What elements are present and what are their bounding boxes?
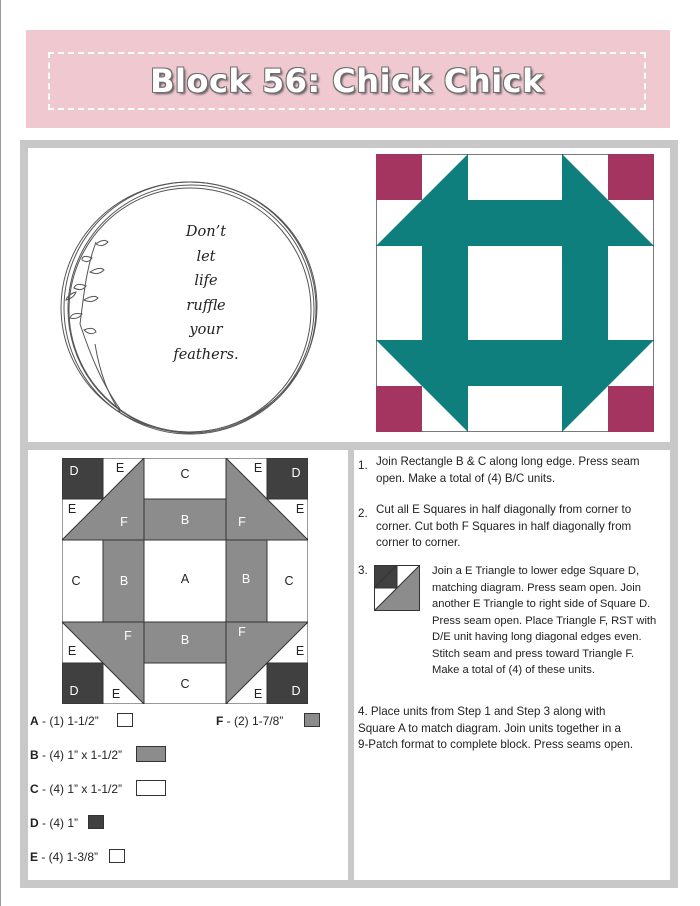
legend-text: - (4) 1”: [38, 816, 79, 830]
legend-text: - (2) 1-7/8”: [223, 714, 284, 728]
legend-letter: B: [30, 748, 39, 762]
rect-b: [562, 246, 608, 340]
rect-b: [468, 200, 562, 246]
label-b: B: [180, 633, 190, 647]
label-e: E: [115, 461, 125, 475]
swatch-white: [109, 849, 125, 863]
label-e: E: [67, 502, 77, 516]
step-number: 1.: [358, 459, 368, 472]
legend-letter: C: [30, 782, 39, 796]
step-line: Stitch seam and press toward Triangle F.: [432, 647, 635, 660]
step-line: corner. Cut both F Squares in half diagonally from: [376, 519, 632, 533]
diagram-panel: [28, 450, 348, 880]
step-number: 4.: [358, 705, 368, 718]
step-line: Make a total of (4) of these units.: [432, 664, 595, 676]
label-d: D: [69, 464, 79, 478]
swatch-dark: [88, 815, 104, 829]
title-banner: [26, 30, 670, 128]
swatch-white: [136, 780, 166, 796]
quote-line: your: [189, 322, 223, 338]
legend-item-b: [30, 748, 122, 762]
step-line: matching diagram. Press seam open. Join: [432, 581, 641, 594]
legend-item-a: [30, 714, 99, 728]
step-3: [358, 563, 664, 679]
label-c: C: [180, 467, 190, 481]
du-unit-diagram: [374, 565, 420, 611]
step-line: corner to corner.: [376, 536, 461, 549]
legend-text: - (4) 1” x 1-1/2”: [38, 748, 123, 762]
step-line: D/E unit having long diagonal edges even.: [432, 631, 642, 643]
legend-text: - (4) 1” x 1-1/2”: [38, 782, 123, 796]
step-line: another E Triangle to right side of Square D.: [432, 598, 651, 610]
label-e: E: [111, 687, 121, 701]
step-line: Press seam open. Place Triangle F, RST with: [432, 614, 657, 627]
label-c: C: [180, 677, 190, 691]
step-1: [358, 454, 664, 494]
page-left-rule: [0, 0, 1, 906]
label-d: D: [291, 684, 301, 698]
label-d: D: [291, 466, 301, 480]
color-block-panel: [354, 148, 670, 442]
label-e: E: [295, 502, 305, 516]
step-number: 2.: [358, 507, 368, 520]
step-line: Cut all E Squares in half diagonally from corner to: [376, 503, 632, 516]
step-2: [358, 502, 664, 556]
legend-item-e: [30, 850, 98, 864]
label-f: F: [120, 515, 128, 529]
label-f: F: [238, 625, 246, 639]
legend-letter: F: [216, 714, 224, 728]
step-line: 9-Patch format to complete block. Press seams open.: [358, 738, 634, 751]
label-c: C: [71, 574, 81, 588]
leaf-icon: [66, 240, 108, 333]
legend-letter: E: [30, 850, 39, 864]
legend-letter: A: [30, 714, 39, 728]
quote-line: feathers.: [173, 346, 239, 363]
corner-square-d: [376, 386, 422, 432]
swatch-gray: [304, 713, 320, 727]
legend-item-d: [30, 816, 78, 830]
swatch-gray: [136, 746, 166, 762]
label-f: F: [124, 629, 132, 643]
label-e: E: [67, 644, 77, 658]
step-line: open. Make a total of (4) B/C units.: [376, 471, 556, 485]
corner-square-d: [608, 154, 654, 200]
label-a: A: [180, 572, 190, 586]
legend-letter: D: [30, 816, 39, 830]
legend-item-f: [216, 714, 283, 728]
diagram-square-d: [267, 663, 308, 704]
step-line: Square A to match diagram. Join units together in a: [358, 721, 621, 735]
corner-square-d: [608, 386, 654, 432]
swatch-white: [117, 713, 133, 727]
diagram-square-d: [267, 458, 308, 499]
quote-line: ruffle: [186, 297, 226, 314]
corner-square-d: [376, 154, 422, 200]
title-dashed-border: [48, 52, 646, 110]
step-line: Place units from Step 1 and Step 3 along with: [370, 705, 606, 718]
legend-text: - (4) 1-3/8”: [38, 850, 99, 864]
step-line: Join a E Triangle to lower edge Square D,: [432, 565, 640, 577]
label-b: B: [180, 513, 190, 527]
label-e: E: [295, 644, 305, 658]
diagram-square-d: [62, 663, 103, 704]
step-4: [358, 704, 664, 758]
legend-text: - (1) 1-1/2”: [38, 714, 99, 728]
step-line: Join Rectangle B & C along long edge. Press seam: [376, 455, 640, 468]
quote-text: [148, 220, 264, 367]
label-b: B: [241, 572, 251, 586]
quote-line: let: [196, 248, 216, 265]
rect-b: [422, 246, 468, 340]
rect-b: [468, 340, 562, 386]
quote-panel: [28, 148, 354, 442]
diagram-square-d: [62, 458, 103, 499]
label-f: F: [238, 515, 246, 529]
piecing-diagram: [62, 458, 308, 704]
label-e: E: [253, 687, 263, 701]
label-b: B: [119, 574, 129, 588]
label-d: D: [69, 684, 79, 698]
quote-line: life: [194, 273, 218, 289]
label-c: C: [284, 574, 294, 588]
page-title: Block 56: Chick Chick: [150, 62, 544, 100]
instructions-panel: [354, 450, 670, 880]
label-e: E: [253, 461, 263, 475]
quote-line: Don’t: [185, 224, 227, 240]
step-number: 3.: [358, 564, 368, 577]
content-frame: [20, 140, 678, 888]
legend-item-c: [30, 782, 122, 796]
colored-block-image: [376, 154, 654, 432]
